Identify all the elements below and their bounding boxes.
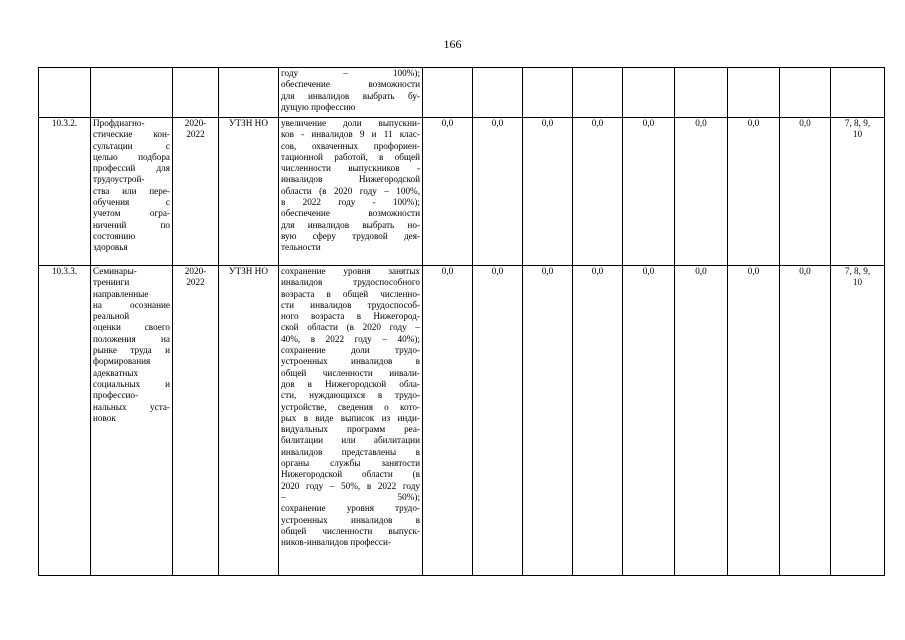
text-line: нальных уста- bbox=[93, 401, 170, 412]
funding-value: 0,0 bbox=[675, 266, 728, 576]
text-line: ного возраста в Нижегород- bbox=[281, 311, 420, 322]
indicator-refs bbox=[831, 68, 885, 118]
funding-value: 0,0 bbox=[423, 118, 473, 266]
text-line: сохранение уровня трудо- bbox=[281, 503, 420, 514]
measures-table bbox=[38, 67, 885, 576]
text-line: 2020 году – 50%, в 2022 году bbox=[281, 480, 420, 491]
table-row bbox=[39, 118, 885, 266]
measure-executor: УТЗН НО bbox=[219, 118, 279, 266]
text-line: общей численности инвали- bbox=[281, 367, 420, 378]
text-line: ской области (в 2020 году – bbox=[281, 322, 420, 333]
indicator-refs bbox=[831, 266, 885, 576]
text-line: направленные bbox=[93, 288, 149, 299]
measure-name bbox=[91, 118, 173, 266]
text-line: целью подбора bbox=[93, 151, 170, 162]
text-line: общей численности выпуск- bbox=[281, 525, 420, 536]
text-line: Семинары- bbox=[93, 266, 137, 276]
text-line: дущую профессию bbox=[281, 101, 356, 112]
text-line: увеличение доли выпускни- bbox=[281, 118, 420, 128]
text-line: сов, охваченных профориен- bbox=[281, 140, 420, 151]
text-line: дов в Нижегородской обла- bbox=[281, 378, 420, 389]
funding-value bbox=[573, 68, 623, 118]
funding-value: 0,0 bbox=[623, 266, 675, 576]
text-line: устройстве, сведения о кото- bbox=[281, 401, 420, 412]
text-line: состоянию bbox=[93, 230, 136, 241]
text-line: 2022 bbox=[186, 129, 205, 140]
text-line: области (в 2020 году – 100%, bbox=[281, 185, 420, 196]
text-line: обеспечение возможности bbox=[281, 79, 420, 90]
text-line: на осознание bbox=[93, 299, 170, 310]
funding-value: 0,0 bbox=[473, 118, 523, 266]
funding-value: 0,0 bbox=[473, 266, 523, 576]
text-line: ков - инвалидов 9 и 11 клас- bbox=[281, 129, 420, 140]
text-line: – 50%); bbox=[281, 491, 420, 502]
measure-years bbox=[173, 118, 219, 266]
text-line: устроенных инвалидов в bbox=[281, 514, 420, 525]
measure-result bbox=[279, 118, 423, 266]
text-line: в 2022 году - 100%); bbox=[281, 197, 420, 208]
text-line: сохранение доли трудо- bbox=[281, 345, 420, 356]
funding-value: 0,0 bbox=[573, 118, 623, 266]
measure-number: 10.3.2. bbox=[39, 118, 91, 266]
text-line: ников-инвалидов професси- bbox=[281, 537, 391, 548]
measure-number: 10.3.3. bbox=[39, 266, 91, 576]
funding-value: 0,0 bbox=[573, 266, 623, 576]
funding-value: 0,0 bbox=[780, 266, 831, 576]
measure-number bbox=[39, 68, 91, 118]
funding-value: 0,0 bbox=[523, 266, 573, 576]
funding-value bbox=[728, 68, 780, 118]
text-line: профессий для bbox=[93, 163, 170, 174]
text-line: тационной работой, в общей bbox=[281, 151, 420, 162]
text-line: адекватных bbox=[93, 367, 139, 378]
text-line: для инвалидов выбрать но- bbox=[281, 219, 420, 230]
text-line: трудоустрой- bbox=[93, 174, 145, 185]
table-row bbox=[39, 68, 885, 118]
table-row bbox=[39, 266, 885, 576]
text-line: учетом огра- bbox=[93, 208, 170, 219]
text-line: тельности bbox=[281, 242, 321, 253]
text-line: для инвалидов выбрать бу- bbox=[281, 90, 420, 101]
text-line: формирования bbox=[93, 356, 151, 367]
text-line: реальной bbox=[93, 311, 130, 322]
text-line: 7, 8, 9, bbox=[844, 266, 871, 276]
funding-value bbox=[623, 68, 675, 118]
text-line: сультации с bbox=[93, 140, 170, 151]
text-line: ничений по bbox=[93, 219, 170, 230]
text-line: 2022 bbox=[186, 277, 205, 288]
funding-value bbox=[675, 68, 728, 118]
text-line: инвалидов представлены в bbox=[281, 446, 420, 457]
indicator-refs bbox=[831, 118, 885, 266]
text-line: здоровья bbox=[93, 242, 128, 253]
text-line: сти, нуждающихся в трудо- bbox=[281, 390, 420, 401]
text-line: устроенных инвалидов в bbox=[281, 356, 420, 367]
text-line: сти инвалидов трудоспособ- bbox=[281, 299, 420, 310]
text-line: органы службы занятости bbox=[281, 458, 420, 469]
text-line: ства или пере- bbox=[93, 185, 170, 196]
text-line: обеспечение возможности bbox=[281, 208, 420, 219]
text-line: 10 bbox=[852, 129, 863, 140]
text-line: Профдиагно- bbox=[93, 118, 145, 128]
text-line: 2020- bbox=[184, 118, 207, 128]
funding-value bbox=[473, 68, 523, 118]
text-line: 2020- bbox=[184, 266, 207, 276]
funding-value: 0,0 bbox=[728, 266, 780, 576]
text-line: инвалидов Нижегородской bbox=[281, 174, 420, 185]
text-line: возраста в общей численно- bbox=[281, 288, 420, 299]
measure-years bbox=[173, 68, 219, 118]
text-line: рынке труда и bbox=[93, 345, 170, 356]
funding-value: 0,0 bbox=[728, 118, 780, 266]
text-line: году – 100%); bbox=[281, 68, 420, 78]
text-line: вую сферу трудовой дея- bbox=[281, 230, 420, 241]
text-line: 7, 8, 9, bbox=[844, 118, 871, 128]
text-line: численности выпускников - bbox=[281, 163, 420, 174]
text-line: Нижегородской области (в bbox=[281, 469, 420, 480]
text-line: положения на bbox=[93, 333, 170, 344]
text-line: видуальных программ реа- bbox=[281, 424, 420, 435]
text-line: обучения с bbox=[93, 197, 170, 208]
measure-name bbox=[91, 266, 173, 576]
text-line: социальных и bbox=[93, 378, 170, 389]
measure-executor: УТЗН НО bbox=[219, 266, 279, 576]
funding-value: 0,0 bbox=[523, 118, 573, 266]
measure-result bbox=[279, 68, 423, 118]
text-line: сохранение уровня занятых bbox=[281, 266, 420, 276]
measure-result bbox=[279, 266, 423, 576]
text-line: тренинги bbox=[93, 277, 130, 288]
funding-value bbox=[523, 68, 573, 118]
measure-years bbox=[173, 266, 219, 576]
funding-value: 0,0 bbox=[675, 118, 728, 266]
text-line: новок bbox=[93, 412, 116, 423]
text-line: профессио- bbox=[93, 390, 139, 401]
funding-value: 0,0 bbox=[423, 266, 473, 576]
text-line: инвалидов трудоспособного bbox=[281, 277, 420, 288]
text-line: билитации или абилитации bbox=[281, 435, 420, 446]
text-line: 40%, в 2022 году – 40%); bbox=[281, 333, 420, 344]
text-line: оценки своего bbox=[93, 322, 170, 333]
measure-executor bbox=[219, 68, 279, 118]
text-line: стические кон- bbox=[93, 129, 170, 140]
funding-value bbox=[780, 68, 831, 118]
funding-value: 0,0 bbox=[623, 118, 675, 266]
text-line: рых в виде выписок из инди- bbox=[281, 412, 420, 423]
funding-value bbox=[423, 68, 473, 118]
page-number: 166 bbox=[443, 37, 462, 51]
funding-value: 0,0 bbox=[780, 118, 831, 266]
text-line: 10 bbox=[852, 277, 863, 288]
measure-name bbox=[91, 68, 173, 118]
